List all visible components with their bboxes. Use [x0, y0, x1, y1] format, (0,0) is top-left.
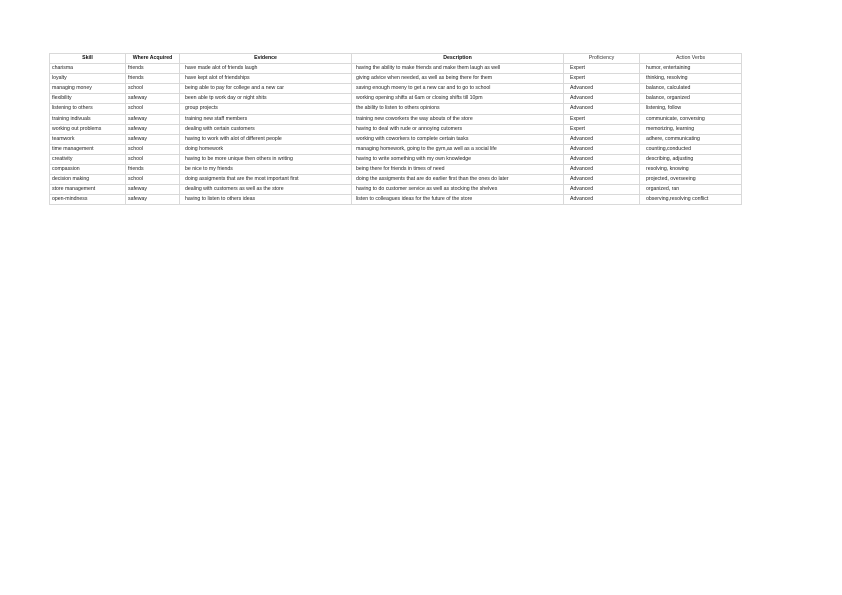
- table-row: [50, 185, 742, 195]
- table-cell-proficiency: Advanced: [564, 104, 640, 114]
- column-header-where-acquired: Where Acquired: [126, 54, 180, 64]
- table-cell-description: doing the assigments that are do earlier first than the ones do later: [352, 175, 564, 185]
- table-cell-evidence: be nice to my friends: [180, 165, 352, 175]
- table-cell-where-acquired: school: [126, 104, 180, 114]
- table-cell-evidence: training new staff members: [180, 114, 352, 124]
- table-cell-skill: working out problems: [50, 124, 126, 134]
- table-cell-skill: store management: [50, 185, 126, 195]
- table-row: [50, 124, 742, 134]
- table-cell-proficiency: Expert: [564, 114, 640, 124]
- table-cell-evidence: having to listen to others ideas: [180, 195, 352, 205]
- table-cell-proficiency: Advanced: [564, 84, 640, 94]
- table-cell-evidence: being able to pay for college and a new car: [180, 84, 352, 94]
- table-cell-action-verbs: observing,resolving conflict: [640, 195, 742, 205]
- table-cell-proficiency: Advanced: [564, 175, 640, 185]
- table-row: [50, 144, 742, 154]
- table-cell-where-acquired: safeway: [126, 114, 180, 124]
- table-cell-description: saving enough moeny to get a new car and to go to school: [352, 84, 564, 94]
- table-cell-action-verbs: thinking, resolving: [640, 74, 742, 84]
- table-cell-evidence: group projects: [180, 104, 352, 114]
- table-cell-skill: open-mindness: [50, 195, 126, 205]
- skills-table: [49, 53, 742, 205]
- skills-spreadsheet: [49, 53, 742, 205]
- table-cell-where-acquired: safeway: [126, 124, 180, 134]
- table-cell-skill: decision making: [50, 175, 126, 185]
- table-cell-evidence: having to be more unique then others in writing: [180, 154, 352, 164]
- table-row: [50, 114, 742, 124]
- table-row: [50, 154, 742, 164]
- table-cell-description: working with coworkers to complete certain tasks: [352, 134, 564, 144]
- table-cell-where-acquired: friends: [126, 64, 180, 74]
- table-cell-proficiency: Expert: [564, 124, 640, 134]
- table-cell-proficiency: Advanced: [564, 185, 640, 195]
- table-cell-where-acquired: friends: [126, 165, 180, 175]
- table-cell-action-verbs: organized, ran: [640, 185, 742, 195]
- table-cell-where-acquired: safeway: [126, 134, 180, 144]
- table-cell-where-acquired: safeway: [126, 185, 180, 195]
- table-row: [50, 94, 742, 104]
- table-cell-action-verbs: projected, overseeing: [640, 175, 742, 185]
- table-row: [50, 104, 742, 114]
- table-cell-skill: listening to others: [50, 104, 126, 114]
- table-cell-description: the ability to listen to others opinions: [352, 104, 564, 114]
- table-row: [50, 74, 742, 84]
- table-cell-skill: flexibility: [50, 94, 126, 104]
- table-cell-action-verbs: describing, adjusting: [640, 154, 742, 164]
- table-cell-skill: loyalty: [50, 74, 126, 84]
- table-cell-proficiency: Advanced: [564, 94, 640, 104]
- table-cell-proficiency: Expert: [564, 74, 640, 84]
- table-cell-evidence: have made alot of friends laugh: [180, 64, 352, 74]
- table-cell-description: giving advice when needed, as well as being there for them: [352, 74, 564, 84]
- column-header-action-verbs: Action Verbs: [640, 54, 742, 64]
- table-row: [50, 195, 742, 205]
- table-cell-description: being there for friends in times of need: [352, 165, 564, 175]
- table-cell-action-verbs: listening, follow: [640, 104, 742, 114]
- table-cell-action-verbs: humor, entertaining: [640, 64, 742, 74]
- table-cell-proficiency: Advanced: [564, 134, 640, 144]
- table-cell-description: training new coworkers the way abouts of the store: [352, 114, 564, 124]
- table-cell-description: managing homework, going to the gym,as well as a social life: [352, 144, 564, 154]
- table-cell-where-acquired: school: [126, 175, 180, 185]
- table-cell-proficiency: Expert: [564, 64, 640, 74]
- table-row: [50, 134, 742, 144]
- table-cell-description: working opening shifts at 6am or closing shifts till 10pm: [352, 94, 564, 104]
- table-cell-description: having to deal with rude or annoying cutomers: [352, 124, 564, 134]
- table-cell-proficiency: Advanced: [564, 154, 640, 164]
- table-cell-evidence: have kept alot of friendships: [180, 74, 352, 84]
- table-cell-action-verbs: communicate, conversing: [640, 114, 742, 124]
- column-header-description: Description: [352, 54, 564, 64]
- table-cell-evidence: having to work with alot of different people: [180, 134, 352, 144]
- table-cell-action-verbs: memorizing, learning: [640, 124, 742, 134]
- table-row: [50, 64, 742, 74]
- table-cell-where-acquired: school: [126, 84, 180, 94]
- table-cell-where-acquired: safeway: [126, 94, 180, 104]
- table-body: [50, 64, 742, 205]
- table-cell-action-verbs: adhere, communicating: [640, 134, 742, 144]
- table-cell-action-verbs: balance, calculated: [640, 84, 742, 94]
- column-header-skill: Skill: [50, 54, 126, 64]
- table-cell-where-acquired: school: [126, 144, 180, 154]
- table-cell-description: having to write something with my own knowledge: [352, 154, 564, 164]
- table-cell-evidence: dealing with certain customers: [180, 124, 352, 134]
- table-cell-evidence: doing assigments that are the most important first: [180, 175, 352, 185]
- table-cell-where-acquired: safeway: [126, 195, 180, 205]
- table-cell-skill: training indivuals: [50, 114, 126, 124]
- table-cell-evidence: doing homework: [180, 144, 352, 154]
- table-row: [50, 84, 742, 94]
- table-cell-description: listen to colleagues ideas for the future of the store: [352, 195, 564, 205]
- table-cell-skill: charisma: [50, 64, 126, 74]
- table-cell-skill: time management: [50, 144, 126, 154]
- table-header-row: [50, 54, 742, 64]
- table-cell-where-acquired: friends: [126, 74, 180, 84]
- table-cell-skill: compassion: [50, 165, 126, 175]
- table-cell-evidence: dealing with customers as well as the store: [180, 185, 352, 195]
- table-cell-description: having to do customer service as well as stocking the shelves: [352, 185, 564, 195]
- table-cell-action-verbs: resolving, knowing: [640, 165, 742, 175]
- table-row: [50, 175, 742, 185]
- table-cell-action-verbs: counting,conducted: [640, 144, 742, 154]
- table-cell-where-acquired: school: [126, 154, 180, 164]
- table-cell-action-verbs: balance, organized: [640, 94, 742, 104]
- table-cell-skill: managing money: [50, 84, 126, 94]
- table-cell-evidence: been able tp work day or night shits: [180, 94, 352, 104]
- column-header-evidence: Evidence: [180, 54, 352, 64]
- table-row: [50, 165, 742, 175]
- column-header-proficiency: Proficiency: [564, 54, 640, 64]
- table-cell-skill: teamwork: [50, 134, 126, 144]
- table-cell-description: having the ability to make friends and make them laugh as well: [352, 64, 564, 74]
- table-cell-proficiency: Advanced: [564, 144, 640, 154]
- table-cell-skill: creativity: [50, 154, 126, 164]
- table-cell-proficiency: Advanced: [564, 195, 640, 205]
- table-cell-proficiency: Advanced: [564, 165, 640, 175]
